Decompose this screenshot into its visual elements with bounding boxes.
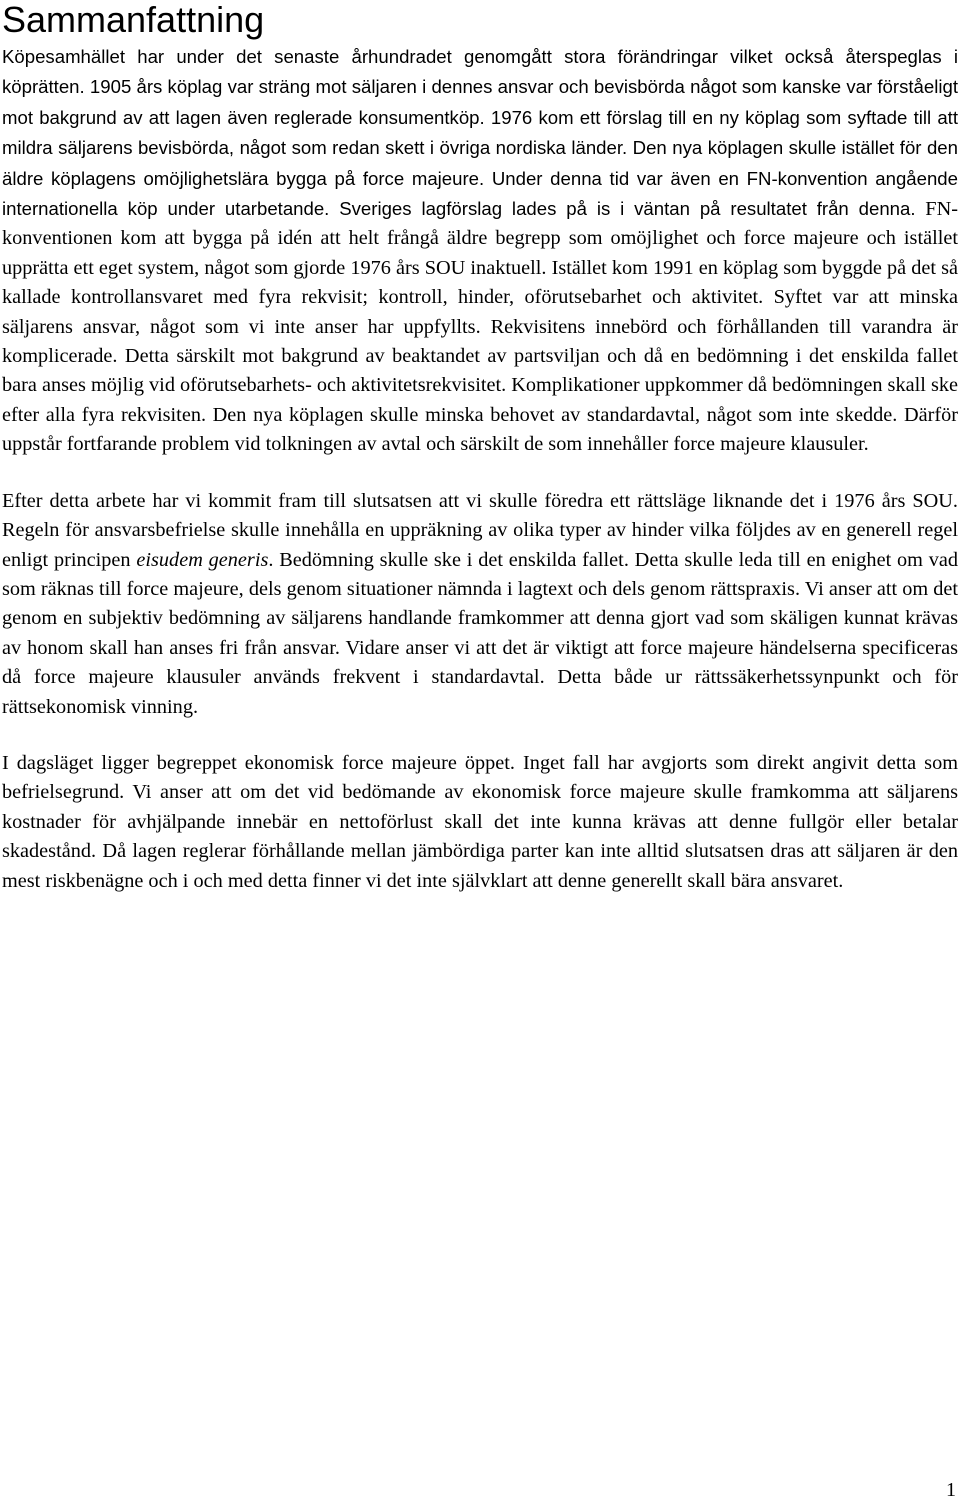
document-page bbox=[2, 0, 958, 896]
page-number: 1 bbox=[946, 1479, 956, 1501]
summary-paragraph-2 bbox=[2, 487, 958, 722]
summary-paragraph-3: I dagsläget ligger begreppet ekonomisk force majeure öppet. Inget fall har avgjorts som direkt angivit detta som befrielsegrund. Vi anser att om det vid bedömande av ekonomisk force majeure skulle framkomma att säljarens kostnader för avhjälpande innebär en nettoförlust skall det inte kunna krävas att denne fullgör eller betalar skadestånd. Då lagen reglerar förhållande mellan jämbördiga parter kan inte alltid slutsatsen dras att säljaren är den mest riskbenägne och i och med detta finner vi det inte självklart att denne generellt skall bära ansvaret. bbox=[2, 751, 958, 892]
latin-term: eisudem generis bbox=[136, 548, 269, 571]
paragraph-1-serif-text: FN-konventionen kom att bygga på idén att helt frångå äldre begrepp som omöjlighet och force majeure och istället upprätta ett eget system, något som gjorde 1976 års SOU inaktuell. Istället kom 1991 en köplag som byggde på det så kallade kontrollansvaret med fyra rekvisit; kontroll, hinder, oförutsebarhet och aktivitet. Syftet var att minska säljarens ansvar, något som vi inte anser har uppfyllts. Rekvisitens innebörd och förhållanden till varandra är komplicerade. Detta särskilt mot bakgrund av beaktandet av partsviljan och då en bedömning i det enskilda fallet bara anses möjlig vid oförutsebarhets- och aktivitetsrekvisitet. Komplikationer uppkommer då bedömningen skall ske efter alla fyra rekvisiten. Den nya köplagen skulle minska behovet av standardavtal, något som inte skedde. Därför uppstår fortfarande problem vid tolkningen av avtal och särskilt de som innehåller force majeure klausuler. bbox=[2, 198, 958, 456]
summary-paragraph-1 bbox=[2, 42, 958, 460]
paragraph-2-text-start: Efter detta arbete har vi kommit fram till slutsatsen att vi skulle föredra ett rättsläge liknande det i 1976 års SOU. Regeln för ansvarsbefrielse skulle innehålla en uppräkning av olika typer av hinder vilka följdes av en generell regel enligt principen bbox=[2, 489, 958, 571]
page-title: Sammanfattning bbox=[2, 0, 265, 40]
paragraph-2-text-end: . Bedömning skulle ske i det enskilda fallet. Detta skulle leda till en enighet om vad som räknas till force majeure, dels genom situationer nämnda i lagtext och dels genom rättspraxis. Vi anser att om det genom en subjektiv bedömning av säljarens handlande framkommer att denna gjort vad som skäligen kunnat krävas av honom skall han anses fri från ansvar. Vidare anser vi att det är viktigt att force majeure händelserna specificeras då force majeure klausuler används frekvent i standardavtal. Detta både ur rättssäkerhetssynpunkt och för rättsekonomisk vinning. bbox=[2, 548, 959, 718]
paragraph-1-sans-text: Köpesamhället har under det senaste århundradet genomgått stora förändringar vilket också återspeglas i köprätten. 1905 års köplag var sträng mot säljaren i dennes ansvar och bevisbörda något som kanske var förståeligt mot bakgrund av att lagen även reglerade konsumentköp. 1976 kom ett förslag till en ny köplag som syftade till att mildra säljarens bevisbörda, något som redan skett i övriga nordiska länder. Den nya köplagen skulle istället för den äldre köplagens omöjlighetslära bygga på force majeure. Under denna tid var även en FN-konvention angående internationella köp under utarbetande. Sveriges lagförslag lades på is i väntan på resultatet från denna. bbox=[2, 46, 958, 220]
